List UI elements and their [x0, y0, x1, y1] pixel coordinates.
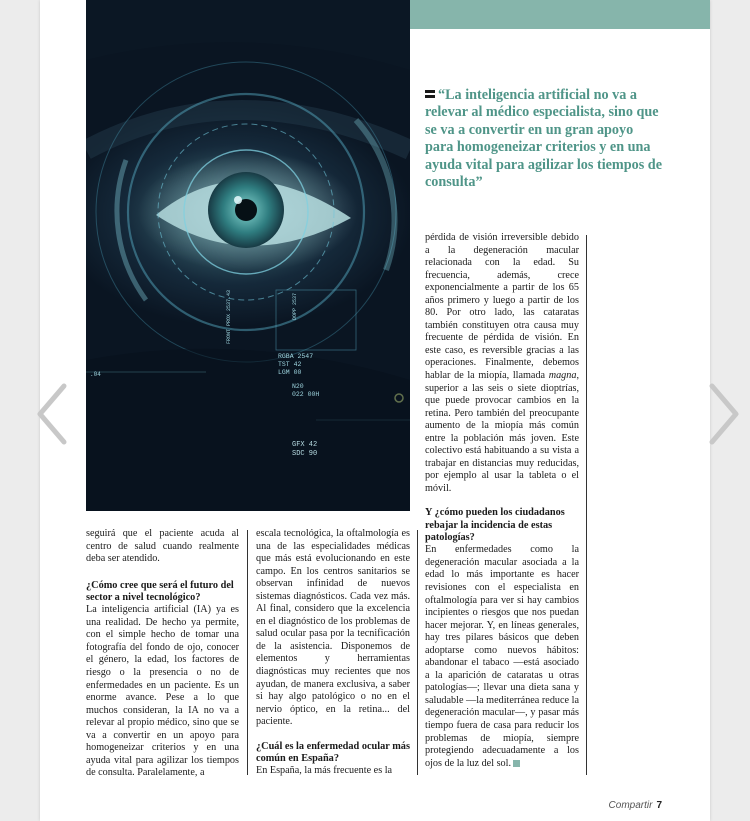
column-divider [586, 235, 587, 775]
previous-page-button[interactable] [34, 382, 70, 446]
pull-quote [425, 87, 665, 191]
interview-question: Y ¿cómo pueden los ciudadanos rebajar la incidencia de estas patologías? [425, 507, 565, 544]
hud-label: 022 00H [292, 391, 320, 398]
next-page-button[interactable] [706, 382, 742, 446]
hud-label: GFX 42 [292, 441, 318, 449]
hud-label: TST 42 [278, 361, 302, 368]
column-divider [247, 530, 248, 775]
article-column-right [425, 232, 579, 770]
article-column-middle [256, 528, 410, 778]
eye-illustration [86, 0, 410, 511]
interview-question: ¿Cuál es la enfermedad ocular más común en España? [256, 740, 410, 765]
hud-label: DOPP 2537 [292, 292, 298, 320]
hud-label: .04 [90, 371, 101, 378]
hud-label: N20 [292, 383, 304, 390]
end-of-article-icon [513, 760, 520, 767]
pull-quote-text: “La inteligencia artificial no va a relevar al médico especialista, sino que se va a convertir en un gran apoyo para homogeneizar criterios y en una ayuda vital para agilizar los tiempos de consulta” [425, 87, 662, 191]
quote-mark-icon [425, 90, 435, 98]
paragraph [425, 232, 579, 495]
paragraph-text: En enfermedades como la degeneración macular asociada a la edad lo más importante es hacer revisiones con el especialista en oftalmología para ver si hay cambios incipientes o riesgos que nos puedan hacer mejorar. Y, en líneas generales, hay tres pilares básicos que deben adoptarse como nuevos hábitos: abandonar el tabaco —está asociado a la aparición de cataratas u otras patologías—; llevar una dieta sana y saludable —la mediterránea reduce la degeneración macular—, y pasar más tiempo fuera de casa para reducir los problemas de miopía, siempre protegiendo adecuadamente a los ojos de la luz del sol. [425, 544, 579, 769]
hud-label: LGM 00 [278, 369, 302, 376]
header-color-band [408, 0, 710, 29]
article-column-left [86, 528, 239, 780]
hud-label: FRONT PROX 2537.43 [226, 289, 232, 344]
paragraph-text: , superior a las seis o siete dioptrías, que puede provocar cambios en la retina. Pero también del preocupante aumento de la miopía más común entre la población más joven. Este colectivo está habituando a su vista a trabajar en distancias muy reducidas, por ejemplo al usar la tableta o el móvil. [425, 370, 579, 494]
magazine-page [40, 0, 710, 821]
column-divider [417, 530, 418, 775]
page-footer [609, 800, 662, 811]
emphasis-text: magna [548, 370, 577, 382]
page-number: 7 [656, 800, 662, 811]
hud-label: SDC 90 [292, 450, 318, 458]
paragraph: escala tecnológica, la oftalmología es una de las especialidades médicas que más está evolucionando en este campo. En los centros sanitarios se observan infinidad de nuevos sistemas diagnósticos. Cada vez más. Al final, considero que la excelencia en el diagnóstico de los problemas de salud ocular pasa por la tecnificación de la asistencia. Disponemos de elementos y herramientas diagnósticas muy recientes que nos ayudan, de manera exclusiva, a saber si hay algo patológico o no en el nervio óptico, en la retina... del paciente. [256, 528, 410, 728]
chevron-right-icon [706, 382, 742, 446]
paragraph [425, 544, 579, 770]
paragraph-text: pérdida de visión irreversible debido a la degeneración macular relacionada con la edad. Su frecuencia, además, crece exponencialmente a partir de los 65 años primero y luego a partir de los 80. Por otro lado, las cataratas también constituyen otra causa muy frecuente de pérdida de visión. En este caso, es reversible gracias a las operaciones. Finalmente, debemos hablar de la miopía, llamada [425, 232, 579, 382]
interview-question: ¿Cómo cree que será el futuro del sector a nivel tecnológico? [86, 579, 234, 603]
chevron-left-icon [34, 382, 70, 446]
paragraph: La inteligencia artificial (IA) ya es una realidad. De hecho ya permite, con el simple hecho de tomar una fotografía del fondo de ojo, conocer el género, la edad, los factores de riesgo o la presencia o no de enfermedades en un paciente. Es un enorme avance. Pese a lo que muchos consideran, la IA no va a relevar al propio médico, sino que se va a convertir en un apoyo para homogeneizar criterios y en una ayuda vital para agilizar los tiempos de consulta. Paralelamente, a [86, 604, 239, 779]
paragraph: En España, la más frecuente es la [256, 765, 393, 777]
magazine-name: Compartir [608, 800, 653, 811]
paragraph: seguirá que el paciente acuda al centro de salud cuando realmente deba ser atendido. [86, 528, 239, 565]
eye-tech-photo [86, 0, 410, 511]
hud-label: RGBA 2547 [278, 353, 314, 360]
